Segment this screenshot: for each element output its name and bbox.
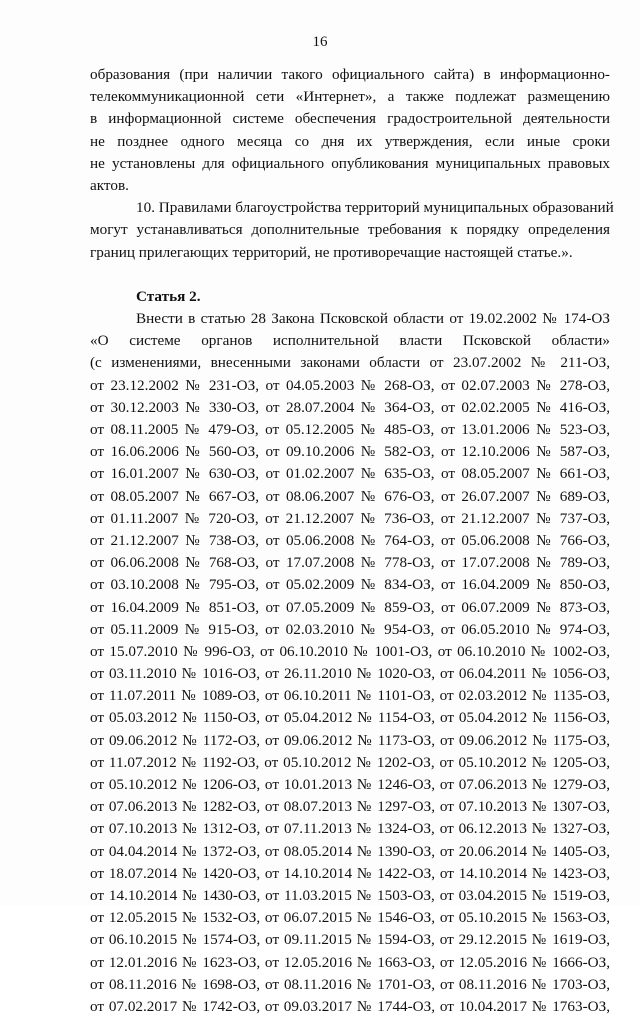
- text-line: от 08.11.2016 № 1698-ОЗ, от 08.11.2016 № 1701-ОЗ, от 08.11.2016 № 1703-ОЗ,: [90, 975, 610, 993]
- text-line: от 06.06.2008 № 768-ОЗ, от 17.07.2008 № 778-ОЗ, от 17.07.2008 № 789-ОЗ,: [90, 554, 610, 572]
- text-line: границ прилегающих территорий, не противоречащие настоящей статье.».: [90, 243, 573, 261]
- text-line: от 05.03.2012 № 1150-ОЗ, от 05.04.2012 № 1154-ОЗ, от 05.04.2012 № 1156-ОЗ,: [90, 709, 610, 727]
- text-line: от 04.04.2014 № 1372-ОЗ, от 08.05.2014 № 1390-ОЗ, от 20.06.2014 № 1405-ОЗ,: [90, 842, 610, 860]
- text-line: от 30.12.2003 № 330-ОЗ, от 28.07.2004 № 364-ОЗ, от 02.02.2005 № 416-ОЗ,: [90, 398, 610, 416]
- text-line: от 23.12.2002 № 231-ОЗ, от 04.05.2003 № 268-ОЗ, от 02.07.2003 № 278-ОЗ,: [90, 376, 610, 394]
- text-line: от 16.04.2009 № 851-ОЗ, от 07.05.2009 № 859-ОЗ, от 06.07.2009 № 873-ОЗ,: [90, 598, 610, 616]
- text-line: актов.: [90, 176, 129, 194]
- text-line: от 05.11.2009 № 915-ОЗ, от 02.03.2010 № 954-ОЗ, от 06.05.2010 № 974-ОЗ,: [90, 620, 610, 638]
- text-line: не позднее одного месяца со дня их утверждения, если иные сроки: [90, 132, 610, 150]
- text-line: могут устанавливаться дополнительные требования к порядку определения: [90, 221, 610, 239]
- paragraph-2: [90, 197, 614, 264]
- text-line: от 21.12.2007 № 738-ОЗ, от 05.06.2008 № 764-ОЗ, от 05.06.2008 № 766-ОЗ,: [90, 531, 610, 549]
- text-line: Внести в статью 28 Закона Псковской области от 19.02.2002 № 174-ОЗ: [136, 310, 610, 328]
- text-line: телекоммуникационной сети «Интернет», а также подлежат размещению: [90, 88, 610, 106]
- text-line: от 14.10.2014 № 1430-ОЗ, от 11.03.2015 № 1503-ОЗ, от 03.04.2015 № 1519-ОЗ,: [90, 886, 610, 904]
- text-line: от 16.06.2006 № 560-ОЗ, от 09.10.2006 № 582-ОЗ, от 12.10.2006 № 587-ОЗ,: [90, 443, 610, 461]
- text-line: от 07.10.2013 № 1312-ОЗ, от 07.11.2013 № 1324-ОЗ, от 06.12.2013 № 1327-ОЗ,: [90, 820, 610, 838]
- text-line: от 12.05.2015 № 1532-ОЗ, от 06.07.2015 № 1546-ОЗ, от 05.10.2015 № 1563-ОЗ,: [90, 909, 610, 927]
- document-body: [90, 64, 614, 1018]
- page-number: 16: [312, 34, 328, 50]
- text-line: образования (при наличии такого официального сайта) в информационно-: [90, 66, 610, 83]
- text-line: от 03.10.2008 № 795-ОЗ, от 05.02.2009 № 834-ОЗ, от 16.04.2009 № 850-ОЗ,: [90, 576, 610, 594]
- text-line: от 11.07.2012 № 1192-ОЗ, от 05.10.2012 № 1202-ОЗ, от 05.10.2012 № 1205-ОЗ,: [90, 753, 610, 771]
- paragraph-1: [90, 64, 610, 197]
- text-line: «О системе органов исполнительной власти Псковской области»: [90, 332, 610, 350]
- text-line: 10. Правилами благоустройства территорий муниципальных образований: [136, 199, 614, 217]
- text-line: от 05.10.2012 № 1206-ОЗ, от 10.01.2013 № 1246-ОЗ, от 07.06.2013 № 1279-ОЗ,: [90, 776, 610, 793]
- text-line: от 08.05.2007 № 667-ОЗ, от 08.06.2007 № 676-ОЗ, от 26.07.2007 № 689-ОЗ,: [90, 487, 610, 505]
- text-line: от 09.06.2012 № 1172-ОЗ, от 09.06.2012 № 1173-ОЗ, от 09.06.2012 № 1175-ОЗ,: [90, 731, 610, 749]
- text-line: не установлены для официального опубликования муниципальных правовых: [90, 154, 610, 172]
- text-line: (с изменениями, внесенными законами области от 23.07.2002 № 211-ОЗ,: [90, 354, 610, 372]
- text-line: от 08.11.2005 № 479-ОЗ, от 05.12.2005 № 485-ОЗ, от 13.01.2006 № 523-ОЗ,: [90, 421, 610, 438]
- text-line: от 15.07.2010 № 996-ОЗ, от 06.10.2010 № 1001-ОЗ, от 06.10.2010 № 1002-ОЗ,: [90, 642, 610, 660]
- text-line: от 07.06.2013 № 1282-ОЗ, от 08.07.2013 № 1297-ОЗ, от 07.10.2013 № 1307-ОЗ,: [90, 798, 610, 816]
- text-line: от 03.11.2010 № 1016-ОЗ, от 26.11.2010 № 1020-ОЗ, от 06.04.2011 № 1056-ОЗ,: [90, 665, 610, 683]
- text-line: от 18.07.2014 № 1420-ОЗ, от 14.10.2014 № 1422-ОЗ, от 14.10.2014 № 1423-ОЗ,: [90, 864, 610, 882]
- text-line: от 07.02.2017 № 1742-ОЗ, от 09.03.2017 № 1744-ОЗ, от 10.04.2017 № 1763-ОЗ,: [90, 997, 610, 1015]
- text-line: от 06.10.2015 № 1574-ОЗ, от 09.11.2015 № 1594-ОЗ, от 29.12.2015 № 1619-ОЗ,: [90, 931, 610, 949]
- text-line: от 11.07.2011 № 1089-ОЗ, от 06.10.2011 № 1101-ОЗ, от 02.03.2012 № 1135-ОЗ,: [90, 687, 610, 705]
- paragraph-3: [90, 308, 610, 1018]
- text-line: от 12.01.2016 № 1623-ОЗ, от 12.05.2016 № 1663-ОЗ, от 12.05.2016 № 1666-ОЗ,: [90, 953, 610, 971]
- text-line: от 16.01.2007 № 630-ОЗ, от 01.02.2007 № 635-ОЗ, от 08.05.2007 № 661-ОЗ,: [90, 465, 610, 483]
- text-line: от 01.11.2007 № 720-ОЗ, от 21.12.2007 № 736-ОЗ, от 21.12.2007 № 737-ОЗ,: [90, 509, 610, 527]
- text-line: в информационной системе обеспечения градостроительной деятельности: [90, 110, 610, 128]
- article-heading: Статья 2.: [136, 287, 201, 305]
